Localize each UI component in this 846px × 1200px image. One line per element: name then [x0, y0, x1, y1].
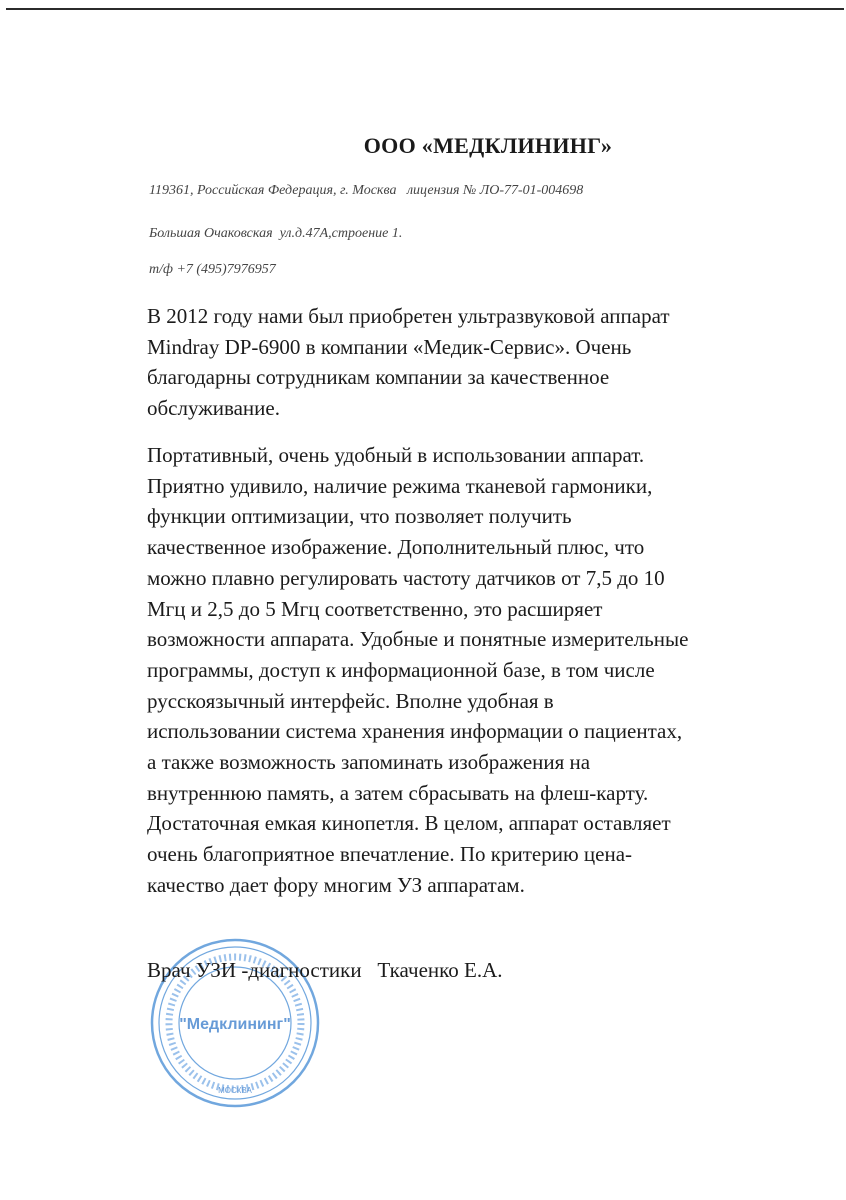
address-line-1: 119361, Российская Федерация, г. Москва лицензия № ЛО-77-01-004698	[149, 183, 584, 198]
scan-edge-line	[6, 8, 844, 10]
address-line-2: Большая Очаковская ул.д.47А,строение 1.	[149, 226, 403, 241]
stamp-city-text: МОСКВА	[218, 1086, 252, 1095]
company-name: ООО «МЕДКЛИНИНГ»	[363, 133, 613, 158]
phone-line: т/ф +7 (495)7976957	[149, 262, 276, 277]
stamp-center-text: "Медклининг"	[179, 1016, 291, 1033]
body-paragraph-1: В 2012 году нами был приобретен ультразвуковой аппарат Mindray DP-6900 в компании «Медик-Сервис». Очень благодарны сотрудникам компании за качественное обслуживание.	[147, 304, 670, 421]
signature-line: Врач УЗИ -диагностики Ткаченко Е.А.	[147, 958, 503, 982]
body-paragraph-2: Портативный, очень удобный в использовании аппарат. Приятно удивило, наличие режима тканевой гармоники, функции оптимизации, что позволяет получить качественное изображение. Дополнительный плюс, что можно плавно регулировать частоту датчиков от 7,5 до 10 Мгц и 2,5 до 5 Мгц соответственно, это расширяет возможности аппарата. Удобные и понятные измерительные программы, доступ к информационной базе, в том числе русскоязычный интерфейс. Вполне удобная в использовании система хранения информации о пациентах, а также возможность запоминать изображения на внутреннюю память, а затем сбрасывать на флеш-карту. Достаточная емкая кинопетля. В целом, аппарат оставляет очень благоприятное впечатление. По критерию цена- качество дает фору многим УЗ аппаратам.	[147, 443, 689, 897]
